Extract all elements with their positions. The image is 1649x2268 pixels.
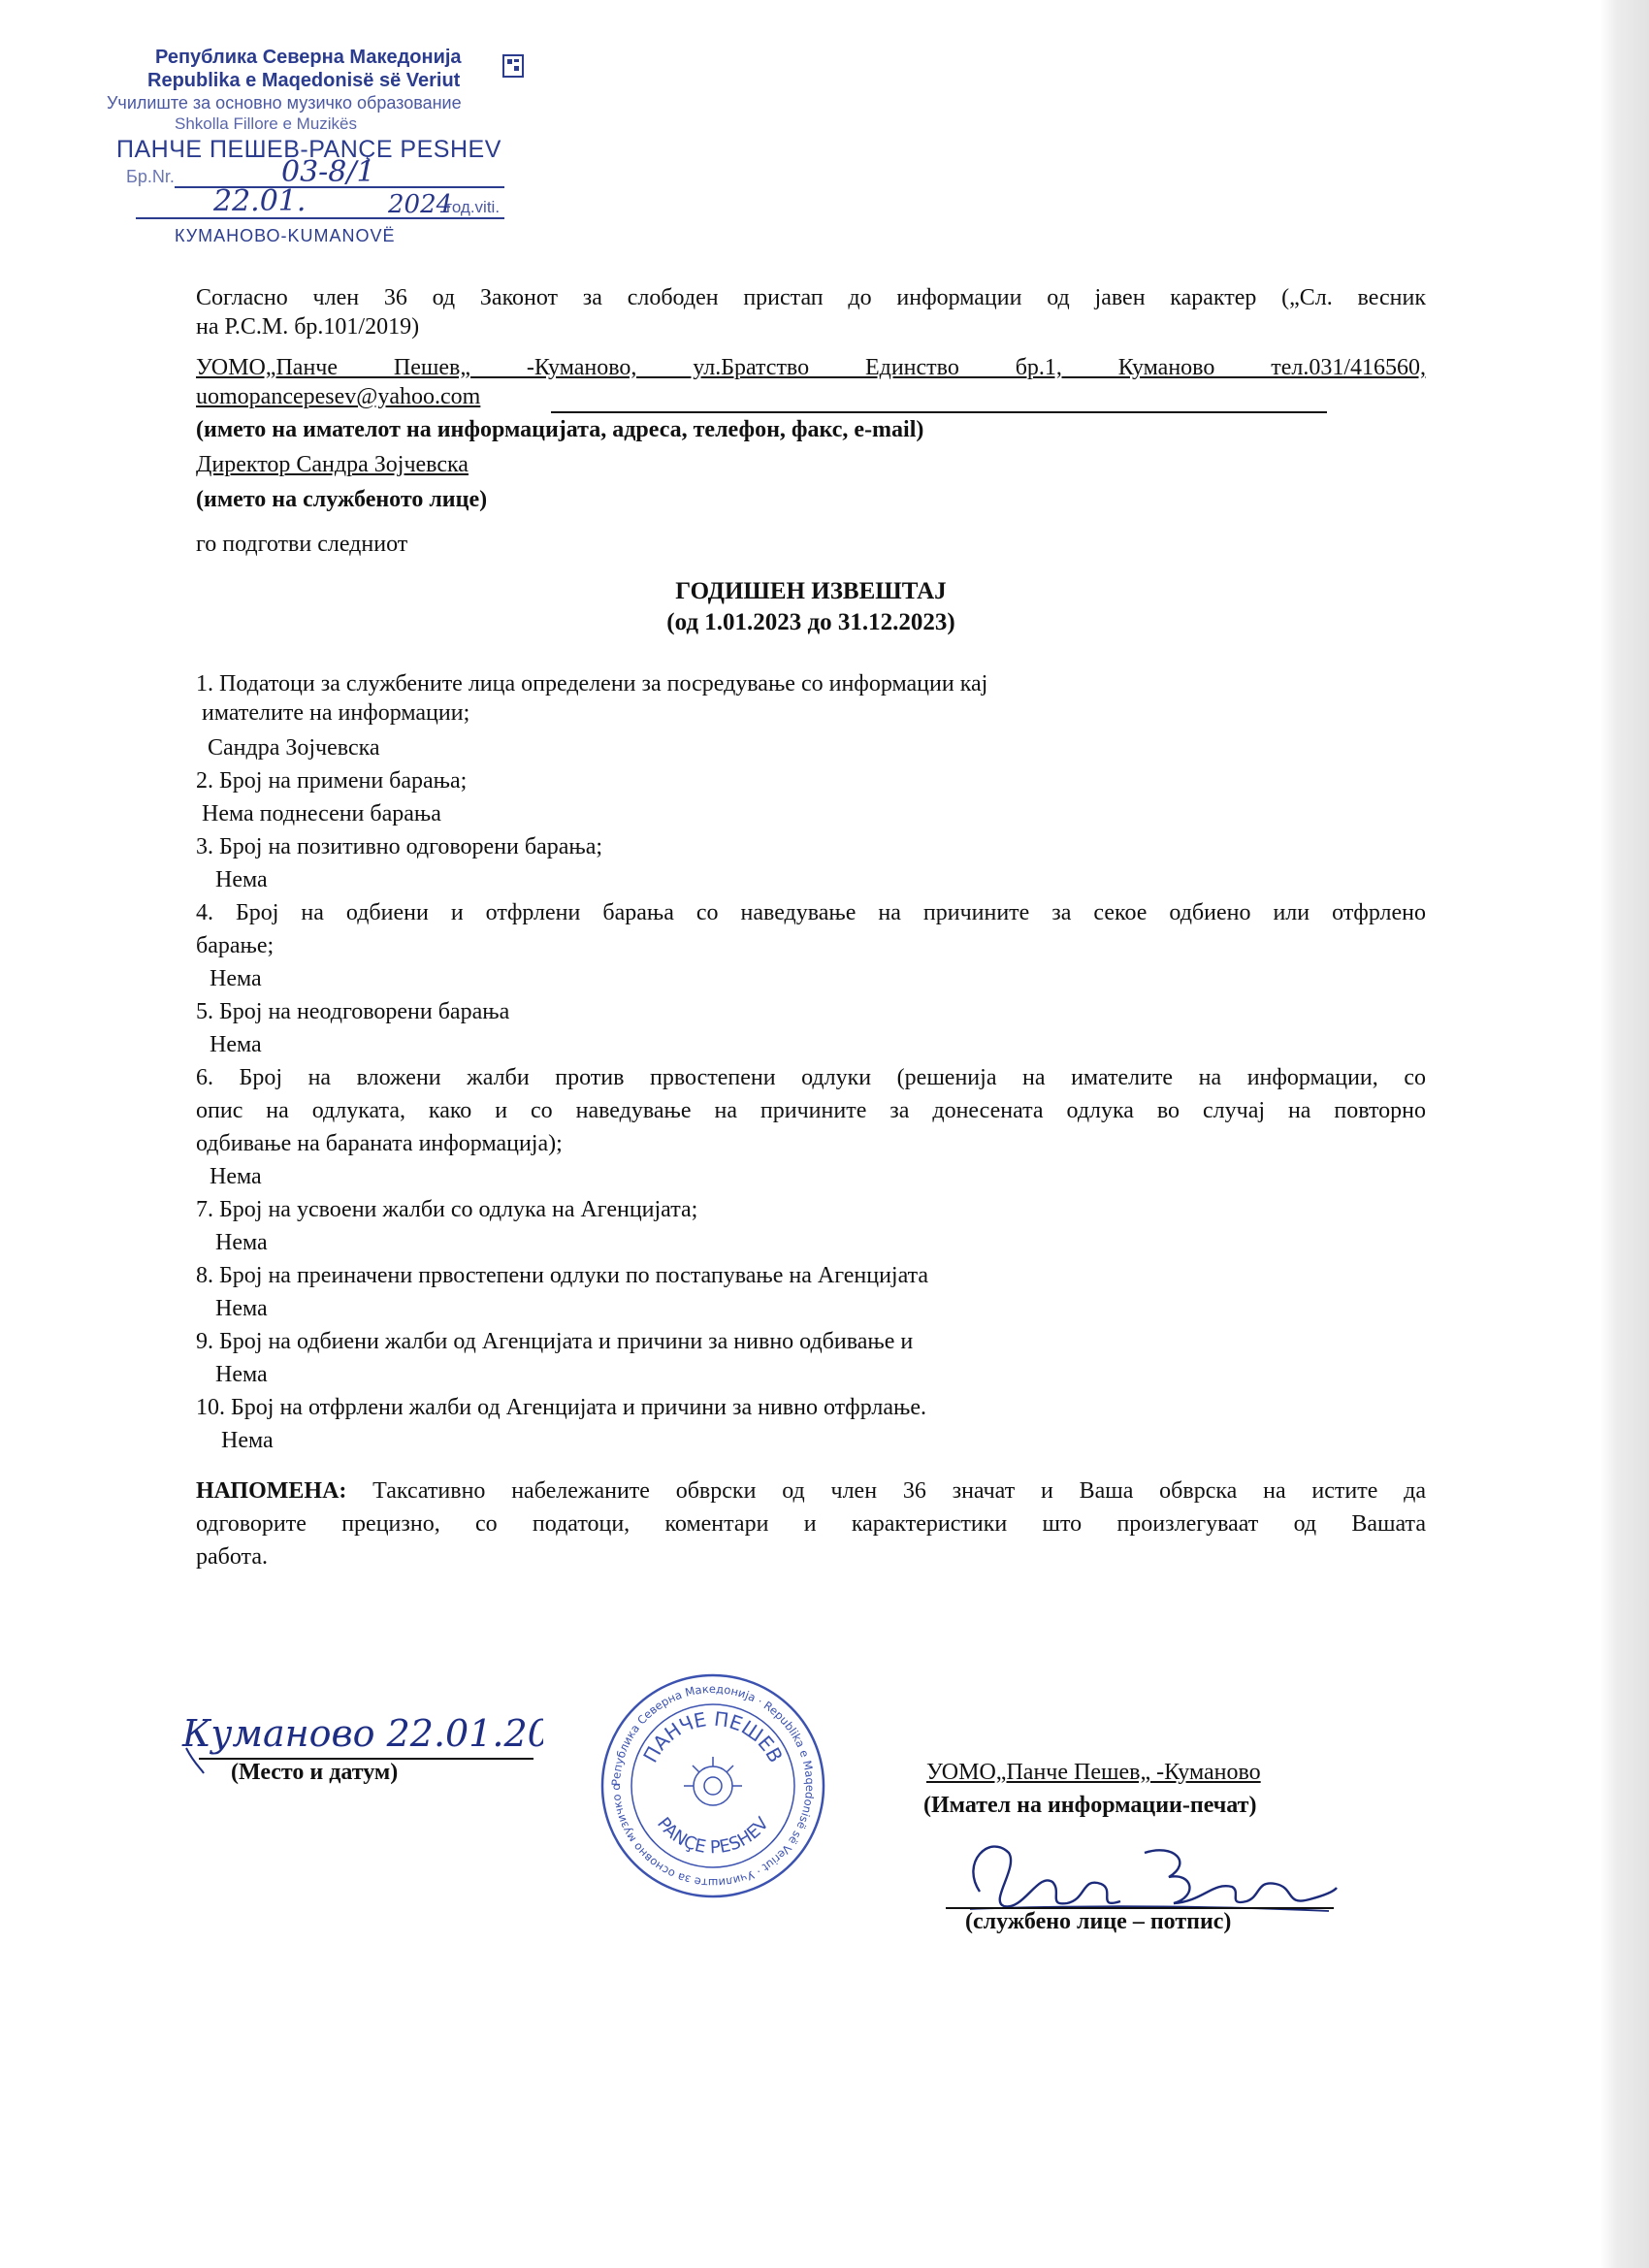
- item-7-answer: Нема: [215, 1230, 268, 1255]
- stamp-date-value: 22.01.: [213, 184, 307, 218]
- item-2: 2. Број на примени барања;: [196, 768, 468, 794]
- official-name: Директор Сандра Зојчевска: [196, 452, 469, 477]
- holder-caption-footer: (Имател на информации-печат): [923, 1793, 1257, 1818]
- seal-emblem-icon: [684, 1757, 742, 1805]
- stamp-number-value: 03-8/1: [281, 155, 375, 189]
- scan-edge-shadow: [1600, 0, 1649, 2268]
- stamp-school-type-sq: Shkolla Fillore e Muzikës: [175, 114, 358, 133]
- stamp-number-label: Бр.Nr.: [126, 167, 175, 186]
- report-period: (од 1.01.2023 до 31.12.2023): [666, 609, 955, 635]
- place-date-text: Куманово 22.01.2: [182, 1712, 528, 1755]
- seal-ring-text: Република Северна Македонија · Republika e Maqedonisë së Veriut · Училиште за основно музичко о: [608, 1681, 818, 1891]
- item-3: 3. Број на позитивно одговорени барања;: [196, 834, 603, 859]
- intro-line-1: Согласно член 36 од Законот за слободен пристап до информации од јавен карактер („Сл. весник: [196, 285, 1426, 310]
- registration-stamp: [107, 47, 534, 248]
- prepared-text: го подготви следниот: [196, 532, 408, 557]
- holder-name-footer: УОМО„Панче Пешев„ -Куманово: [926, 1760, 1261, 1785]
- report-title: ГОДИШЕН ИЗВЕШТАЈ: [675, 578, 947, 604]
- note-text-1: Таксативно набележаните обврски од член 36 значат и Ваша обврска на истите да: [346, 1478, 1426, 1504]
- item-6-line-b: опис на одлуката, како и со наведување на причините за донесената одлука во случај на повторно: [196, 1098, 1426, 1123]
- note-label: НАПОМЕНА:: [196, 1478, 347, 1504]
- item-5: 5. Број на неодговорени барања: [196, 999, 510, 1024]
- holder-email: uomopancepesev@yahoo.com: [196, 384, 481, 409]
- item-6-line-c: одбивање на бараната информација);: [196, 1131, 563, 1156]
- note-line-1: [196, 1476, 1426, 1506]
- email-fill-line: [551, 411, 1327, 413]
- item-9: 9. Број на одбиени жалби од Агенцијата и причини за нивно одбивање и: [196, 1329, 914, 1354]
- official-round-seal: [599, 1672, 826, 1899]
- holder-address-line: УОМО„Панче Пешев„ -Куманово, ул.Братство Единство бр.1, Куманово тел.031/416560,: [196, 355, 1426, 380]
- item-8-answer: Нема: [215, 1296, 268, 1321]
- item-5-answer: Нема: [210, 1032, 262, 1057]
- item-10-answer: Нема: [221, 1428, 274, 1453]
- item-1-line-b: имателите на информации;: [202, 700, 470, 726]
- note-line-3: работа.: [196, 1544, 268, 1570]
- note-line-2: одговорите прецизно, со податоци, коментари и карактеристики што произлегуваат од Вашата: [196, 1511, 1426, 1537]
- item-1-line-a: 1. Податоци за службените лица определени за посредување со информации кај: [196, 671, 988, 697]
- item-6-line-a: 6. Број на вложени жалби против првостепени одлуки (решенија на имателите на информации, со: [196, 1065, 1426, 1090]
- stamp-country-sq: Republika e Maqedonisë së Veriut: [147, 70, 461, 91]
- seal-bottom-text: PANÇE PESHEV: [653, 1813, 773, 1859]
- item-1-answer: Сандра Зојчевска: [208, 735, 380, 761]
- item-4-line-a: 4. Број на одбиени и отфрлени барања со наведување на причините за секое одбиено или отфрлено: [196, 900, 1426, 925]
- holder-caption: (името на имателот на информацијата, адреса, телефон, факс, e-mail): [196, 417, 924, 442]
- seal-top-text: ПАНЧЕ ПЕШЕВ: [638, 1706, 788, 1766]
- item-10: 10. Број на отфрлени жалби од Агенцијата и причини за нивно отфрлање.: [196, 1395, 927, 1420]
- emblem-icon: [502, 54, 524, 78]
- item-7: 7. Број на усвоени жалби со одлука на Агенцијата;: [196, 1197, 698, 1222]
- stamp-year-suffix: год.viti.: [446, 198, 501, 216]
- stamp-year-value: 2024: [388, 190, 453, 219]
- item-8: 8. Број на преиначени првостепени одлуки по постапување на Агенцијата: [196, 1263, 929, 1288]
- stamp-school-type-mk: Училиште за основно музичко образование: [107, 93, 462, 113]
- stamp-country-mk: Република Северна Македонија: [155, 47, 462, 68]
- item-9-answer: Нема: [215, 1362, 268, 1387]
- stamp-school-name: ПАНЧЕ ПЕШЕВ-PANÇE PESHEV: [116, 136, 501, 163]
- official-caption: (името на службеното лице): [196, 487, 488, 512]
- item-6-answer: Нема: [210, 1164, 262, 1189]
- item-4-line-b: барање;: [196, 933, 275, 958]
- stamp-city: КУМАНОВО-KUMANOVË: [175, 226, 396, 245]
- item-3-answer: Нема: [215, 867, 268, 892]
- intro-line-2: на Р.С.М. бр.101/2019): [196, 314, 420, 340]
- place-date-caption: (Место и датум): [231, 1760, 399, 1785]
- svg-text:PANÇE PESHEV: [653, 1813, 773, 1858]
- item-4-answer: Нема: [210, 966, 262, 991]
- signature-caption: (службено лице – потпис): [965, 1909, 1232, 1934]
- item-2-answer: Нема поднесени барања: [202, 801, 441, 826]
